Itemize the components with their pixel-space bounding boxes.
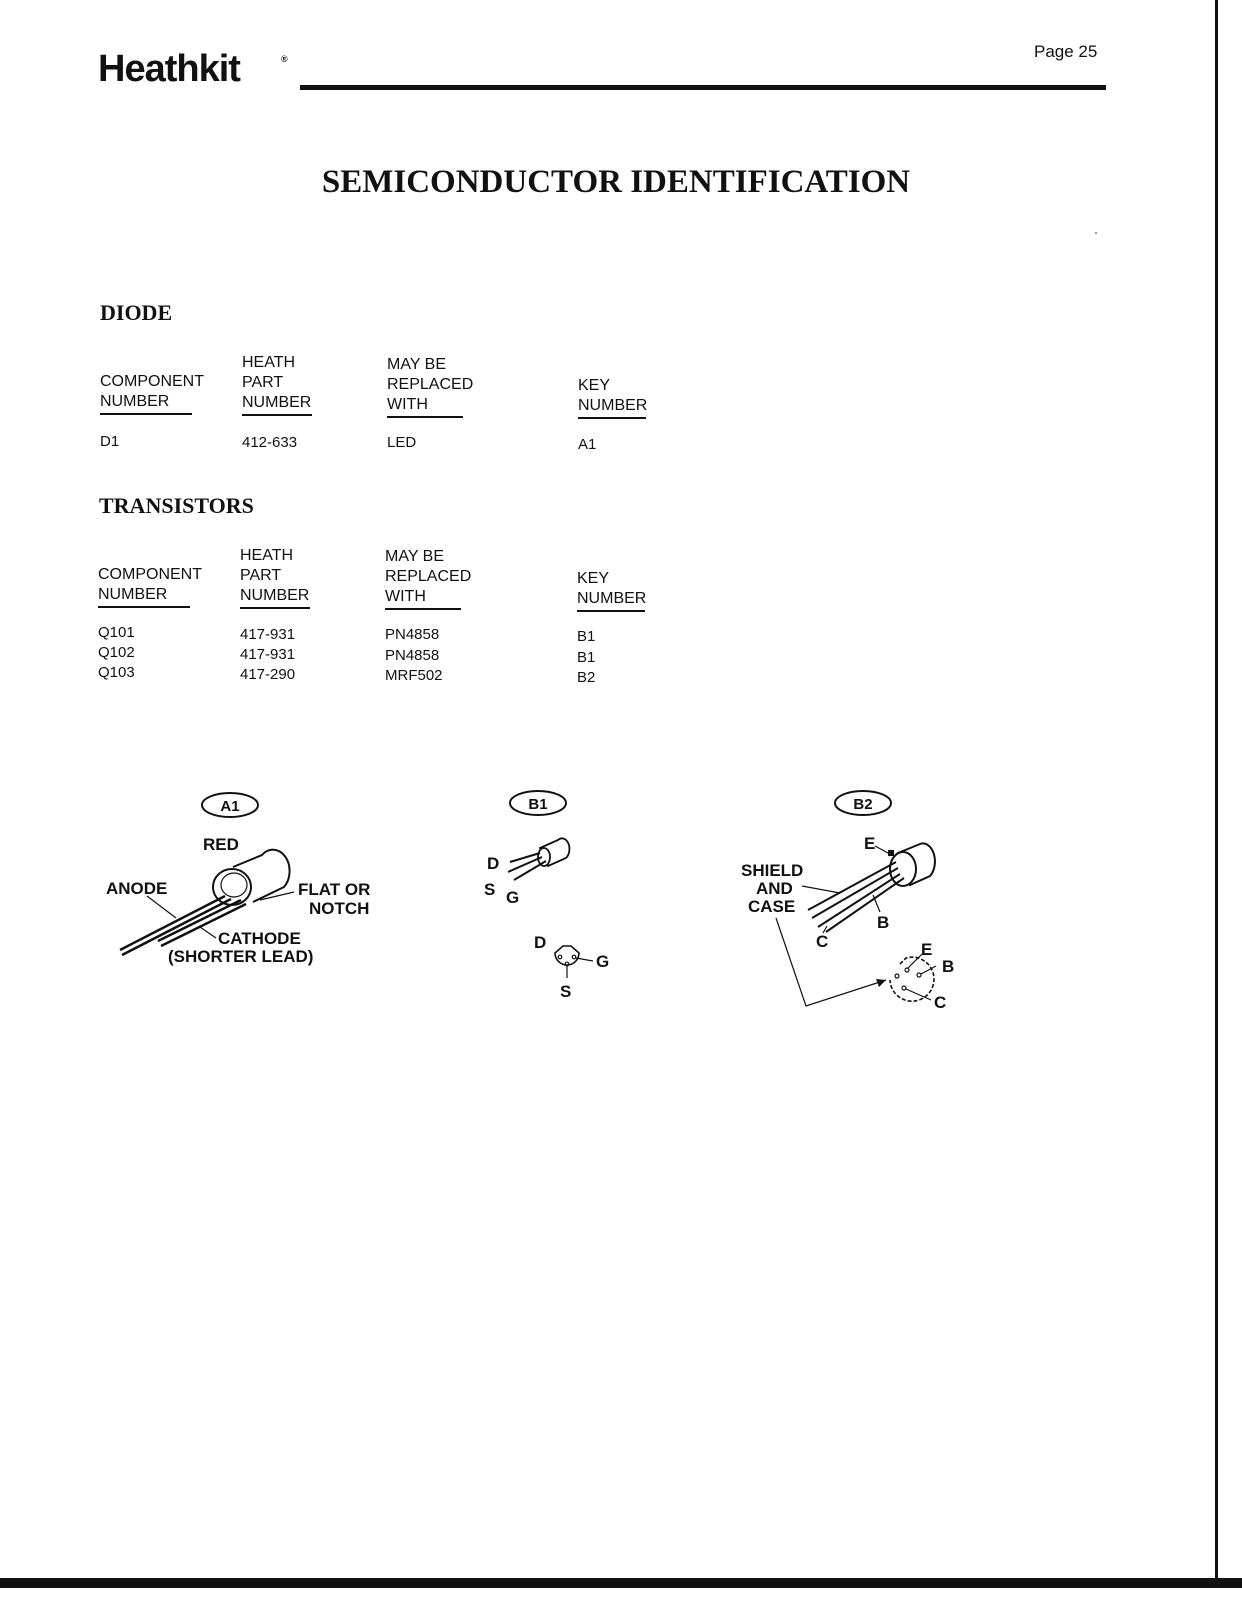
- led-red-label: RED: [203, 835, 239, 854]
- figure-a1: [106, 793, 370, 966]
- diode-row-replace: LED: [387, 434, 417, 451]
- transistor-row-q101-component: Q101: [98, 624, 135, 641]
- diode-heading: DIODE: [100, 300, 173, 325]
- anode-label: ANODE: [106, 879, 168, 898]
- case-pointer-arrow: [876, 979, 886, 987]
- shield-leader: [802, 886, 840, 893]
- diode-col-replace: MAY BE REPLACED WITH: [387, 355, 473, 418]
- diode-row-part: 412-633: [242, 434, 298, 451]
- fet-bottom-s-label: S: [560, 982, 572, 1001]
- bottom-b-label: B: [942, 957, 955, 976]
- transistor-col-part: HEATH PART NUMBER: [240, 546, 310, 609]
- brand-logo: Heathkit: [98, 48, 240, 90]
- fet-g-label: G: [506, 888, 520, 907]
- transistor-row-q101-part: 417-931: [240, 626, 296, 643]
- page-bottom-margin: [0, 1588, 1242, 1600]
- key-b2-label: B2: [853, 796, 873, 813]
- cathode-leader: [200, 927, 216, 938]
- fet-d-label: D: [487, 854, 500, 873]
- transistor-row-q103-component: Q103: [98, 664, 135, 681]
- fet-leads: [508, 853, 546, 880]
- fet-bottom-d-label: D: [534, 933, 547, 952]
- transistor-col-replace: MAY BE REPLACED WITH: [385, 547, 471, 610]
- cathode-label-2: (SHORTER LEAD): [168, 947, 314, 966]
- transistor-row-q102-component: Q102: [98, 644, 135, 661]
- case-pointer-line: [776, 918, 886, 1006]
- transistor-row-q101-key: B1: [577, 628, 596, 645]
- transistors-heading: TRANSISTORS: [99, 493, 254, 518]
- registered-mark: ®: [281, 54, 288, 64]
- fet-bottom-g-label: G: [596, 952, 610, 971]
- shield-label-3: CASE: [748, 897, 796, 916]
- transistor-col-key: KEY NUMBER: [577, 569, 645, 612]
- transistor-bottom-view: [890, 954, 936, 1001]
- transistor-e-label: E: [864, 834, 876, 853]
- transistor-can: [888, 843, 935, 886]
- key-a1-label: A1: [220, 798, 240, 815]
- diode-col-part: HEATH PART NUMBER: [242, 353, 312, 416]
- transistor-row-q101-replace: PN4858: [385, 626, 440, 643]
- diode-row-component: D1: [100, 433, 120, 450]
- anode-leader: [147, 896, 176, 918]
- key-b1-label: B1: [528, 796, 548, 813]
- transistor-b-label: B: [877, 913, 890, 932]
- flat-notch-label-1: FLAT OR: [298, 880, 371, 899]
- page-bottom-border: [0, 1578, 1242, 1588]
- transistor-c-label: C: [816, 932, 829, 951]
- diode-row-key: A1: [578, 436, 597, 453]
- transistor-row-q102-key: B1: [577, 649, 596, 666]
- cathode-label-1: CATHODE: [218, 929, 301, 948]
- fet-bottom-view: [555, 946, 593, 978]
- shield-label-1: SHIELD: [741, 861, 804, 880]
- page-title: SEMICONDUCTOR IDENTIFICATION: [321, 164, 911, 200]
- transistor-col-component: COMPONENT NUMBER: [98, 565, 202, 608]
- figure-b2: [741, 791, 954, 1012]
- flat-notch-label-2: NOTCH: [309, 899, 370, 918]
- transistor-row-q103-part: 417-290: [240, 666, 296, 683]
- transistor-row-q103-replace: MRF502: [385, 667, 443, 684]
- bottom-e-label: E: [921, 940, 933, 959]
- diode-col-component: COMPONENT NUMBER: [100, 372, 204, 415]
- bottom-c-label: C: [934, 993, 947, 1012]
- diode-col-key: KEY NUMBER: [578, 376, 646, 419]
- transistor-row-q102-replace: PN4858: [385, 647, 440, 664]
- page-number: Page 25: [1034, 42, 1098, 61]
- page-right-border: [1215, 0, 1218, 1588]
- e-leader: [875, 846, 888, 853]
- shield-label-2: AND: [756, 879, 793, 898]
- transistor-leads: [808, 862, 904, 932]
- fet-s-label: S: [484, 880, 496, 899]
- transistor-row-q103-key: B2: [577, 669, 596, 686]
- transistor-row-q102-part: 417-931: [240, 646, 296, 663]
- figure-b1: [484, 791, 609, 1001]
